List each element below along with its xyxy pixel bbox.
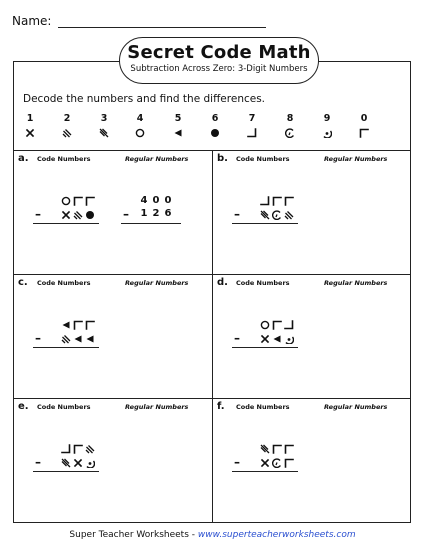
instructions: Decode the numbers and find the differences. — [23, 93, 266, 105]
minus-sign: – — [234, 331, 240, 345]
triple-stripe-up-icon — [99, 128, 109, 138]
filled-circle-icon — [85, 210, 95, 220]
name-line[interactable] — [58, 27, 266, 28]
code-numbers-heading: Code Numbers — [37, 403, 91, 411]
minus-sign: – — [35, 455, 41, 469]
code-numbers-heading: Code Numbers — [236, 403, 290, 411]
top-left-corner-icon — [284, 196, 294, 206]
title-banner — [119, 37, 319, 84]
hollow-circle-icon — [61, 196, 71, 206]
key-item-9 — [312, 113, 342, 138]
regular-numbers-heading: Regular Numbers — [324, 155, 388, 163]
problem-panel-d — [212, 274, 410, 395]
key-digit: 8 — [286, 113, 294, 124]
bottom-right-corner-icon — [284, 320, 294, 330]
triple-stripe-down-icon — [61, 334, 71, 344]
triple-stripe-up-icon — [260, 210, 270, 220]
dot-arc-icon — [284, 334, 294, 344]
regular-digit: 0 — [164, 195, 172, 206]
footer — [0, 530, 425, 540]
open-arc-icon — [272, 210, 282, 220]
open-arc-icon — [285, 128, 295, 138]
key-item-5 — [163, 113, 193, 138]
top-left-corner-icon — [272, 196, 282, 206]
key-item-2 — [52, 113, 82, 138]
regular-digit: 4 — [140, 195, 148, 206]
regular-numbers-heading: Regular Numbers — [324, 403, 388, 411]
regular-numbers-heading: Regular Numbers — [125, 279, 189, 287]
top-left-corner-icon — [85, 196, 95, 206]
answer-line — [232, 471, 298, 472]
top-left-corner-icon — [272, 320, 282, 330]
name-label: Name: — [12, 14, 52, 28]
code-numbers-heading: Code Numbers — [37, 279, 91, 287]
answer-line — [33, 471, 99, 472]
minus-sign: – — [123, 207, 129, 221]
minus-sign: – — [35, 331, 41, 345]
key-item-1 — [15, 113, 45, 138]
regular-digit: 6 — [164, 208, 172, 219]
problem-letter: b. — [217, 153, 228, 164]
top-left-corner-icon — [73, 196, 83, 206]
problem-panel-a — [13, 150, 211, 271]
top-left-corner-icon — [359, 128, 369, 138]
open-arc-icon — [272, 458, 282, 468]
key-item-7 — [237, 113, 267, 138]
left-triangle-icon — [85, 334, 95, 344]
problem-panel-c — [13, 274, 211, 395]
problem-panel-f — [212, 398, 410, 519]
key-digit: 6 — [211, 113, 219, 124]
key-item-4 — [125, 113, 155, 138]
footer-text: Super Teacher Worksheets - — [69, 530, 198, 540]
top-left-corner-icon — [284, 458, 294, 468]
x-mark-icon — [25, 128, 35, 138]
x-mark-icon — [73, 458, 83, 468]
dot-arc-icon — [322, 128, 332, 138]
top-left-corner-icon — [73, 320, 83, 330]
key-digit: 9 — [323, 113, 331, 124]
page-subtitle: Subtraction Across Zero: 3-Digit Numbers — [130, 64, 308, 74]
minus-sign: – — [234, 207, 240, 221]
left-triangle-icon — [173, 128, 183, 138]
regular-numbers-heading: Regular Numbers — [125, 403, 189, 411]
bottom-right-corner-icon — [61, 444, 71, 454]
answer-line — [232, 223, 298, 224]
minus-sign: – — [234, 455, 240, 469]
answer-line — [232, 347, 298, 348]
left-triangle-icon — [61, 320, 71, 330]
code-numbers-heading: Code Numbers — [236, 155, 290, 163]
regular-numbers-heading: Regular Numbers — [324, 279, 388, 287]
answer-line — [33, 347, 99, 348]
problem-letter: c. — [18, 277, 28, 288]
regular-digit: 1 — [140, 208, 148, 219]
code-numbers-heading: Code Numbers — [37, 155, 91, 163]
problem-panel-b — [212, 150, 410, 271]
key-item-8 — [275, 113, 305, 138]
key-digit: 1 — [26, 113, 34, 124]
left-triangle-icon — [272, 334, 282, 344]
key-digit: 4 — [136, 113, 144, 124]
problem-letter: a. — [18, 153, 29, 164]
answer-line — [33, 223, 99, 224]
key-item-6 — [200, 113, 230, 138]
triple-stripe-down-icon — [62, 128, 72, 138]
regular-digit: 2 — [152, 208, 160, 219]
triple-stripe-up-icon — [260, 444, 270, 454]
triple-stripe-up-icon — [61, 458, 71, 468]
key-digit: 2 — [63, 113, 71, 124]
regular-numbers-heading: Regular Numbers — [125, 155, 189, 163]
footer-link[interactable]: www.superteacherworksheets.com — [197, 530, 356, 540]
bottom-right-corner-icon — [247, 128, 257, 138]
top-left-corner-icon — [73, 444, 83, 454]
key-item-0 — [349, 113, 379, 138]
key-digit: 3 — [100, 113, 108, 124]
answer-line — [121, 223, 181, 224]
x-mark-icon — [260, 458, 270, 468]
hollow-circle-icon — [135, 128, 145, 138]
filled-circle-icon — [210, 128, 220, 138]
problem-panel-e — [13, 398, 211, 519]
key-digit: 7 — [248, 113, 256, 124]
regular-digit: 0 — [152, 195, 160, 206]
problem-letter: f. — [217, 401, 225, 412]
triple-stripe-down-icon — [85, 444, 95, 454]
minus-sign: – — [35, 207, 41, 221]
key-digit: 5 — [174, 113, 182, 124]
triple-stripe-down-icon — [73, 210, 83, 220]
top-left-corner-icon — [85, 320, 95, 330]
top-left-corner-icon — [284, 444, 294, 454]
top-left-corner-icon — [272, 444, 282, 454]
triple-stripe-down-icon — [284, 210, 294, 220]
left-triangle-icon — [73, 334, 83, 344]
x-mark-icon — [61, 210, 71, 220]
dot-arc-icon — [85, 458, 95, 468]
x-mark-icon — [260, 334, 270, 344]
problem-letter: e. — [18, 401, 29, 412]
page-title: Secret Code Math — [127, 42, 311, 63]
key-item-3 — [89, 113, 119, 138]
bottom-right-corner-icon — [260, 196, 270, 206]
hollow-circle-icon — [260, 320, 270, 330]
problem-letter: d. — [217, 277, 228, 288]
code-numbers-heading: Code Numbers — [236, 279, 290, 287]
key-digit: 0 — [360, 113, 368, 124]
